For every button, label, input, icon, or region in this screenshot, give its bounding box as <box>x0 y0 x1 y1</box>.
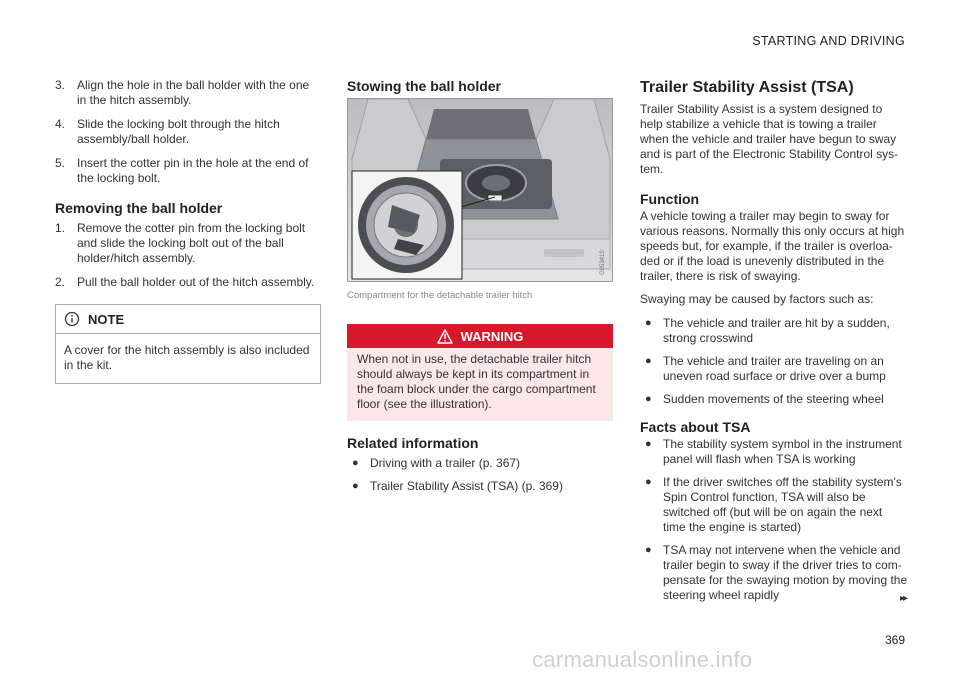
list-item <box>640 316 908 346</box>
figure-code: G053419 <box>600 250 606 275</box>
related-link-item[interactable] <box>347 479 613 494</box>
step-number: 3. <box>55 78 66 92</box>
function-heading: Function <box>640 191 700 207</box>
step-number: 1. <box>55 221 66 235</box>
step-number: 4. <box>55 117 66 131</box>
bullet-icon: ● <box>645 355 652 367</box>
step-item <box>55 117 321 147</box>
step-item <box>55 275 321 290</box>
list-item-text: If the driver switches off the stability system's Spin Control function, TSA will also be switched off (but will be on again the next time the engine is started) <box>663 475 902 534</box>
column-right <box>640 78 908 611</box>
bullet-icon: ● <box>352 480 359 492</box>
step-text: Slide the locking bolt through the hitch assembly/ball holder. <box>77 117 280 146</box>
step-item <box>55 78 321 108</box>
related-link-item[interactable] <box>347 456 613 471</box>
related-link-text[interactable]: Driving with a trailer (p. 367) <box>370 456 521 470</box>
list-item-text: The stability system symbol in the instrument panel will flash when TSA is working <box>663 437 902 466</box>
facts-list <box>640 437 908 603</box>
step-text: Insert the cotter pin in the hole at the end of the locking bolt. <box>77 156 309 185</box>
list-item-text: The vehicle and trailer are traveling on an uneven road surface or drive over a bump <box>663 354 886 383</box>
list-item <box>640 475 908 535</box>
cargo-compartment-illustration <box>347 98 613 282</box>
step-text: Remove the cotter pin from the locking bolt and slide the locking bolt out of the ball holder/hitch assembly. <box>77 221 306 265</box>
warning-header <box>347 324 613 348</box>
step-text: Align the hole in the ball holder with the one in the hitch assembly. <box>77 78 310 107</box>
list-item <box>640 354 908 384</box>
figure-caption: Compartment for the detachable trailer hitch <box>347 290 533 301</box>
factors-intro: Swaying may be caused by factors such as: <box>640 292 874 306</box>
watermark: carmanualsonline.info <box>532 647 753 672</box>
next-page-icon[interactable]: ▸▸ <box>899 593 906 604</box>
related-links <box>347 456 613 494</box>
factors-list <box>640 316 908 407</box>
step-number: 2. <box>55 275 66 289</box>
tsa-title: Trailer Stability Assist (TSA) <box>640 79 854 96</box>
bullet-icon: ● <box>645 544 652 556</box>
note-text: A cover for the hitch assembly is also included in the kit. <box>64 343 310 372</box>
install-steps <box>55 78 321 186</box>
note-header <box>56 305 320 334</box>
note-box <box>55 304 321 384</box>
step-item <box>55 156 321 186</box>
facts-heading: Facts about TSA <box>640 419 751 435</box>
section-title: STARTING AND DRIVING <box>752 34 905 48</box>
note-label: NOTE <box>88 311 125 327</box>
warning-icon <box>437 329 453 344</box>
bullet-icon: ● <box>645 476 652 488</box>
list-item <box>640 392 908 407</box>
stowing-heading: Stowing the ball holder <box>347 78 501 94</box>
bullet-icon: ● <box>352 457 359 469</box>
step-text: Pull the ball holder out of the hitch assembly. <box>77 275 315 289</box>
list-item-text: TSA may not intervene when the vehicle and trailer begin to sway if the driver tries to com-pensate for the swaying motion by moving the steering wheel rapidly <box>663 543 908 602</box>
column-middle <box>347 78 613 502</box>
bullet-icon: ● <box>645 317 652 329</box>
removing-heading: Removing the ball holder <box>55 200 223 216</box>
related-link-text[interactable]: Trailer Stability Assist (TSA) (p. 369) <box>370 479 563 493</box>
bullet-icon: ● <box>645 393 652 405</box>
column-left <box>55 78 321 384</box>
tsa-intro: Trailer Stability Assist is a system designed to help stabilize a vehicle that is towing a trailer when the vehicle and trailer have begun to sway and is part of the Electronic Stability Control sys-tem. <box>640 102 899 176</box>
step-number: 5. <box>55 156 66 170</box>
warning-box <box>347 324 613 421</box>
list-item <box>640 543 908 603</box>
page-number: 369 <box>884 633 905 647</box>
list-item-text: Sudden movements of the steering wheel <box>663 392 884 406</box>
removing-steps <box>55 221 321 290</box>
warning-label: WARNING <box>460 328 524 344</box>
step-item <box>55 221 321 266</box>
function-text: A vehicle towing a trailer may begin to sway for various reasons. Normally this only occurs at high speeds but, for example, if the trailer is overloa-ded or if the load is unevenly distributed in the trailer, there is risk of swaying. <box>640 209 905 283</box>
cargo-illustration-svg <box>348 99 613 282</box>
list-item-text: The vehicle and trailer are hit by a sudden, strong crosswind <box>663 316 890 345</box>
bullet-icon: ● <box>645 438 652 450</box>
info-icon <box>64 311 80 327</box>
warning-text: When not in use, the detachable trailer hitch should always be kept in its compartment in the foam block under the cargo compartment floor (see the illustration). <box>357 352 596 411</box>
related-heading: Related information <box>347 435 479 451</box>
list-item <box>640 437 908 467</box>
